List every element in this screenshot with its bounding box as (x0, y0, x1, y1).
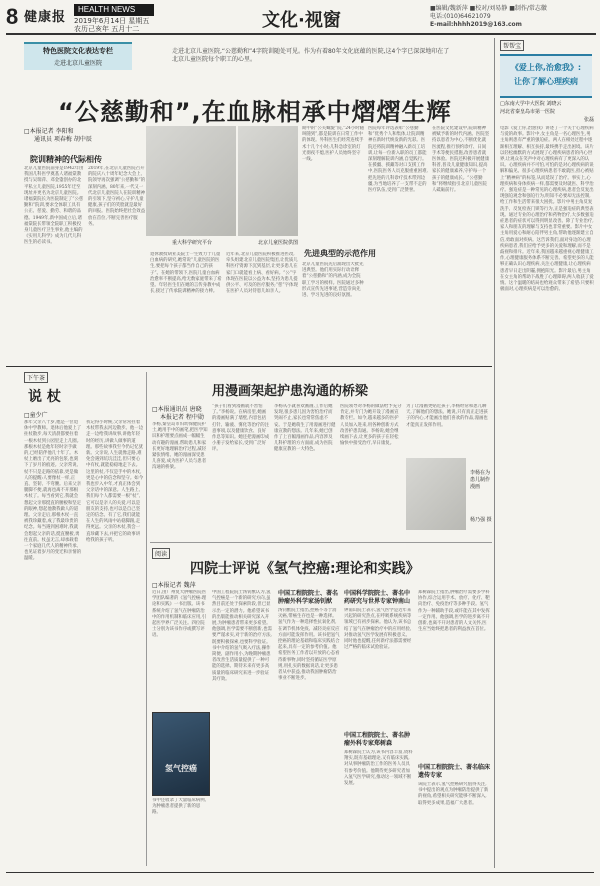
column-sub: 走进北京儿童医院 (53, 60, 102, 67)
review-subhead-1: 中国工程院院士、著名肿瘤外科学家汤钊猷 (278, 590, 339, 605)
email-line: E-mail:hhhh2019@163.com (430, 21, 522, 28)
review-col-4: 钟南山院士表示,氢气医学是近年来兴起的研究热点,在呼吸系统疾病等领域已有初步探索。他认为,该书总结了氢气在肿瘤治疗中的应用经验,对推动氢气医学发展有积极意义。同时他也提醒,任何新疗法都需要经过严格的临床试验验证。 (344, 608, 412, 651)
review-col-3: 汤钊猷院士指出,控癌不等于消灭癌,带癌生存也是一种选择。氢气作为一种选择性抗氧化剂,在调节机体免疫、减轻炎症反应方面可能发挥作用。该书把氢气控癌的理论基础和临床实践结合起来,具有一定的参考价值。他希望医务工作者以开放的心态看待新事物,同时坚持循证医学原则,用扎实的数据说话,让更多患者从中获益,推动我国肿瘤防治事业不断进步。 (278, 608, 340, 682)
author-line-1: □东南大学中大医院 刘晓云 (500, 101, 562, 107)
feature-col-7: 医院每年评选表彰“公慈勤和”优秀个人和集体,让院训精神在新时代焕发新的光彩。医院还将院训精神融入新员工培训,让每一位新入职的员工都能深刻理解院训内涵,自觉践行。在援疆、援藏等对口支援工作中,医院医务人员克服重重困难,把先进的儿科诊疗技术带到边疆,为当地培养了一支带不走的医疗队伍,受到广泛赞誉。 (368, 126, 428, 194)
comics-photo-caption: 李杨在为患儿制作漫画 (470, 470, 491, 490)
review-col-1: 近日,由广州复大肿瘤医院医学团队编著的《氢气控癌:理论和实践》一书出版。该书系统介绍了氢气在肿瘤防治中的作用机制和临床应用,引起医学界广泛关注。四位院士分别为该书作序或撰写评语。 (152, 590, 207, 639)
feature-col-1: 北京儿童医院前身是1942年由我国儿科医学奠基人诸福棠教授与吴瑞萍、邓金鍌创办的北平私立儿童医院,1955年迁至现址并更名为北京儿童医院。诸福棠院长为医院制定了“公慈勤和”院训,要求全体职工具有公正、慈爱、勤劳、和谐的品德。1949年,新中国成立后,诸福棠院长带领全院职工积极投身儿童医疗卫生事业,他主编的《实用儿科学》成为几代儿科医生的必读书。 (24, 166, 84, 246)
review-rule (150, 542, 492, 543)
comics-col-4: 医院领导对李杨的做法给予充分肯定,并专门为她开设了漫画宣教专栏。如今,越来越多的医护人员加入进来,用各种创新方式改善护患沟通。李杨说,她会继续画下去,让更多的孩子在轻松愉快中接受治疗,早日康复。 (340, 404, 402, 447)
editor-info (430, 5, 547, 29)
review-col-5: 郑树森院士指出,肿瘤治疗需要多学科协作,综合运用手术、放疗、化疗、靶向治疗、免疫治疗等多种手段。氢气作为一种辅助手段,或许能在其中发挥一定作用。他强调,医学的进步离不开创新,也离不开对患者的人文关怀,医生应当始终把患者的利益放在首位。 (418, 590, 490, 633)
review-col-1b: 书中还收录了大量临床病例,为肿瘤患者提供了新的思路。 (152, 798, 207, 816)
right-column-label: 帮帮宝 (500, 40, 524, 51)
feature-photo-left (146, 126, 236, 236)
comics-col-3: 李杨从小就喜欢画画,工作后她发现,很多患儿因为害怕治疗而哭闹不止,家长也常常焦虑不安。于是她萌生了用漫画进行健康宣教的想法。几年来,她已创作了上百幅漫画作品,内容涉及儿科护理的方方面面,成为医院健康宣教的一大特色。 (274, 404, 336, 453)
feature-col-3: 退休教授胡亚美院士一生致力于儿童白血病的研究,她常说“儿童医院的医生,要把每个孩子都当作自己的孩子”。在她的带领下,医院儿童白血病治愈率不断提高,给无数家庭带来了希望。年轻医生们在她的言传身教中成长,接过了传承院训精神的接力棒。 (150, 252, 222, 295)
review-subhead-3: 中国工程院院士、著名肿瘤外科专家郑树森 (344, 732, 411, 747)
review-label: 阅读 (152, 548, 170, 559)
right-title-line-1: 《爱上你,治愈我》: (510, 63, 582, 72)
review-byline: □本报记者 魏萍 (152, 582, 196, 589)
comics-photo (406, 458, 466, 530)
feature-photo-right (238, 126, 298, 236)
book-cover (152, 712, 210, 796)
essay-label: 说 杖 (28, 389, 61, 405)
review-subhead-4: 中国工程院院士、著名临床遗传专家 (418, 764, 491, 779)
date-line: 2019年6月14日 星期五 (74, 17, 150, 25)
phone-line: 电话:(010)64621079 (430, 13, 491, 20)
comics-byline-2: 本报记者 程中勋 (160, 414, 204, 421)
comics-col-5: 为了让漫画更贴近孩子,李杨经常和患儿聊天,了解他们的想法。她说,只有真正走进孩子的内心,才能画出他们喜欢的作品,漫画也才能真正发挥作用。 (406, 404, 488, 428)
comics-photo-credit: 杨乃强 摄 (470, 517, 492, 523)
review-col-2: 中国工程院院士汤钊猷认为,氢气控癌是一个新的研究方向,虽然目前还处于探索阶段,但已显示出一定的潜力。他希望该书的出版能推动相关研究深入开展,为肿瘤患者带来更多希望。他强调,医学需要不断创新,也需要严谨求实,对于新的治疗方法,既要积极探索,也要科学验证。书中介绍的氢气吸入疗法,操作简便、副作用小,为晚期肿瘤患者改善生活质量提供了一种可能的选择。期待未来有更多高质量的临床研究来进一步验证其疗效。 (212, 590, 272, 682)
photo-caption: 重大科学研究平台 (172, 240, 213, 246)
column-label: 特色医院文化表达专栏 (43, 47, 113, 55)
feature-col-5: 期中的“公关螺旋”院,“24小时随叫随到”,都是院训在日常工作中的体现。外科医生们经常连续手术十几个小时;儿科急诊室的灯光彻夜不熄,医护人员始终坚守一线。 (302, 126, 364, 163)
right-column-title-box (500, 54, 592, 98)
feature-col-8: 在医院文化建设中,院训精神被赋予新的时代内涵。医院坚持以患者为中心,不断优化就医流程,推行预约诊疗、日间手术等便民措施,改善患者就医体验。医院还积极开展健康科普,普及儿童健康知识,提高家长的健康素养,守护每一个孩子的健康成长。“公慈勤和”将继续指引北京儿童医院人砥砺前行。 (432, 126, 490, 194)
photo-credit: 北京儿童医院供图 (258, 240, 299, 246)
review-headline: 四院士评说《氢气控癌:理论和实践》 (190, 561, 420, 577)
feature-lead: 走进北京儿童医院,“公慈勤和”4字院训随处可见。作为有着80年文化底蕴的医院,这4个字已深深地印在了北京儿童医院每个职工的心里。 (172, 48, 450, 63)
author-line-3: 张磊 (583, 117, 594, 123)
right-column-divider (494, 38, 495, 868)
essay-divider (146, 372, 147, 866)
comics-col-2: “孩子们看到漫画就不害怕了。”李杨说。在病房里,她画的漫画贴满了墙壁,内容包括打针、输液、雾化等治疗的注意事项,以及健康饮食、良好作息等知识。她还把漫画印成小册子发给家长,受到广泛好评。 (212, 404, 270, 453)
byline-correspondent: 通讯员 项春梅 胡中辰 (34, 136, 92, 143)
essay-label-tag: 下午茶 (24, 372, 48, 383)
feature-col-4: 近年来,北京儿童医院积极推进医改,牵头组建北京儿童医院集团,让优质儿科医疗资源下沉到基层,让更多患儿在家门口就能看上病、看好病。“公”字体现在医院以公益为本,坚持为患儿提供公平、可及的医疗服务;“慈”字体现在医护人员对待患儿如亲人。 (226, 252, 298, 295)
feature-col-6: 北京儿童医院先后涌现出大批先进典型。他们用实际行动诠释着“公慈勤和”的内涵,成为全院职工学习的榜样。医院通过多种形式宣传先进事迹,营造崇尚先进、学习先进的良好氛围。 (302, 262, 364, 299)
right-author (500, 100, 594, 124)
book-cover-title: 氢气控癌 (165, 764, 197, 773)
essay-author: □童少广 (24, 412, 48, 419)
subhead-2: 先进典型的示范作用 (304, 249, 376, 258)
right-title-line-2: 让你了解心理疾病 (514, 77, 578, 86)
brand-english: HEALTH NEWS (74, 4, 154, 16)
footer-rule (6, 872, 594, 873)
essay-col-1: 那年父亲八十岁,他是一位退休中学教师。退休后他爱上了拄杖散步,每天清晨都要拄着一根木杖到公园里走上几圈。那根木杖是他年轻时亲手做的,已经陪伴他几十年了。木杖上磨出了光亮的包浆,也刻下了岁月的痕迹。父亲常说,杖不只是走路的依靠,更是做人的提醒:人要像杖一样,正直、坚韧、不弯腰。后来父亲腿脚不便,就再也离不开那根木杖了。每当看到它,我就会想起父亲那挺直的腰板和坚定的眼神,想起他教我做人的道理。父亲走后,那根木杖一直被我珍藏着,成了我最珍贵的纪念。每当遇到困难时,我就会想起父亲的话,挺直腰板,勇往直前。杖虽无言,却承载着一个家庭几代人的精神传承,也见证着岁月的变迁和亲情的温暖。 (24, 420, 82, 562)
comics-byline: □本报通讯员 唐晓 (152, 406, 202, 413)
lunar-date-line: 农历己亥年 五月十二 (74, 25, 140, 33)
newspaper-brand: 健康报 (24, 10, 67, 25)
byline: □本报记者 李阳和 (24, 128, 74, 135)
mid-rule (6, 366, 492, 367)
author-line-2: 河北省秦皇岛市第一医院 (500, 109, 556, 115)
review-subhead-2: 中国科学院院士、著名中药研究与世界专家钟南山 (344, 590, 411, 605)
page-number: 8 (6, 4, 19, 29)
comics-col-1: 李杨,秦皇岛市妇幼保健院护士,她用手中的画笔,把医学知识和护理要点画成一幅幅生动有趣的漫画,帮助患儿和家长更好地理解治疗过程,减轻紧张情绪。她的漫画深受患儿喜爱,成为医护人员与患者沟通的桥梁。 (152, 422, 208, 471)
issue-date (74, 17, 149, 33)
review-col-4b: 郑树森院士认为,该书内容丰富,资料翔实,既有基础理论,又有临床实践,对从事肿瘤防治工作的医务人员具有参考价值。他期待更多研究者加入氢气医学研究,推动这一领域不断发展。 (344, 750, 413, 787)
essay-col-2: 我记得小时候,父亲常常拄着木杖带我去河边散步。他一边走一边给我讲故事,讲他年轻时的经历,讲做人做事的道理。那些故事我至今仍记忆犹新。父亲说,人生就像走路,难免会遇到坑坑洼洼,但只要心中有杖,就能稳稳地走下去。这里的杖,不仅是手中的木杖,更是心中的信念和坚守。如今我也步入中年,才真正体会到父亲话中的深意。人生路上,我们每个人都需要一根“杖”,它可以是亲人的关爱,可以是朋友的支持,也可以是自己坚定的信念。有了它,我们就能在人生的风雨中站稳脚跟,走得更远。父亲的木杖,我会一直珍藏下去,并把它的故事讲给我的孩子听。 (86, 420, 144, 543)
right-column-body: 电影《爱上你,治愈我》讲述了一个关于心理疾病与爱的故事。影片中,女主角是一名心理医生,男主角则患有严重的强迫症。两人在相处过程中逐渐相互理解、相互扶持,最终携手走出困境。该片以轻松幽默的方式展现了心理疾病患者的内心世界,让观众在笑声中对心理疾病有了更深入的认识。心理疾病并不可怕,可怕的是对心理疾病的误解和偏见。很多心理疾病患者不敢就医,担心被贴上“精神病”的标签,从而延误了治疗。事实上,心理疾病和身体疾病一样,都需要及时就医、科学治疗。强迫症是一种常见的心理疾病,患者会反复出现强迫观念和强迫行为,明知不必要却无法控制,给工作和生活带来很大困扰。影片中男主角反复洗手、反复检查门锁等行为,正是强迫症的典型表现。通过专业的心理治疗和药物治疗,大多数强迫症患者的症状可以得到明显改善。除了专业治疗,家人和朋友的理解与支持也非常重要。影片中女主角用爱心和耐心陪伴男主角,帮助他逐渐建立自信,勇敢面对疾病。这告诉我们,面对身边的心理疾病患者,我们应给予更多的关爱和理解,而不是歧视和排斥。近年来,我国越来越重视心理健康工作,心理健康服务体系不断完善。希望更多的人能够正确认识心理疾病,关注心理健康,让心理疾病患者早日走出阴霾,拥抱阳光。影片最后,男主角在女主角的帮助下战胜了心理障碍,两人收获了爱情。这个温暖的结局也给观众带来了希望:只要积极面对,心理疾病是可以治愈的。 (500, 126, 594, 293)
feature-col-2: 2019年,在北京儿童医院召开的院庆八十周年纪念大会上,院领导再次强调“公慈勤和”的深刻内涵。80年来,一代又一代北京儿童医院人在院训精神的引领下,坚守初心,守护儿童健康,孩子们的笑脸就是最好的回报。医院始终把社会效益放在首位,不断完善医疗服务。 (88, 166, 146, 227)
column-banner (24, 42, 132, 70)
review-col-6: 该院士表示,氢气控癌研究值得关注,书中提出的观点为肿瘤防治提供了新的视角,希望相关研究能够不断深入,取得更多成果,造福广大患者。 (418, 782, 489, 806)
editor-line: ■编辑/魏新萍 ■校对/刘易静 ■制作/常志徽 (430, 5, 547, 12)
comics-headline: 用漫画架起护患沟通的桥梁 (212, 384, 369, 399)
section-title: 文化·视窗 (262, 10, 341, 31)
feature-headline: “公慈勤和”,在血脉相承中熠熠生辉 (58, 98, 452, 126)
header-rule (6, 33, 596, 35)
subhead-1: 院训精神的代际相传 (30, 155, 102, 164)
